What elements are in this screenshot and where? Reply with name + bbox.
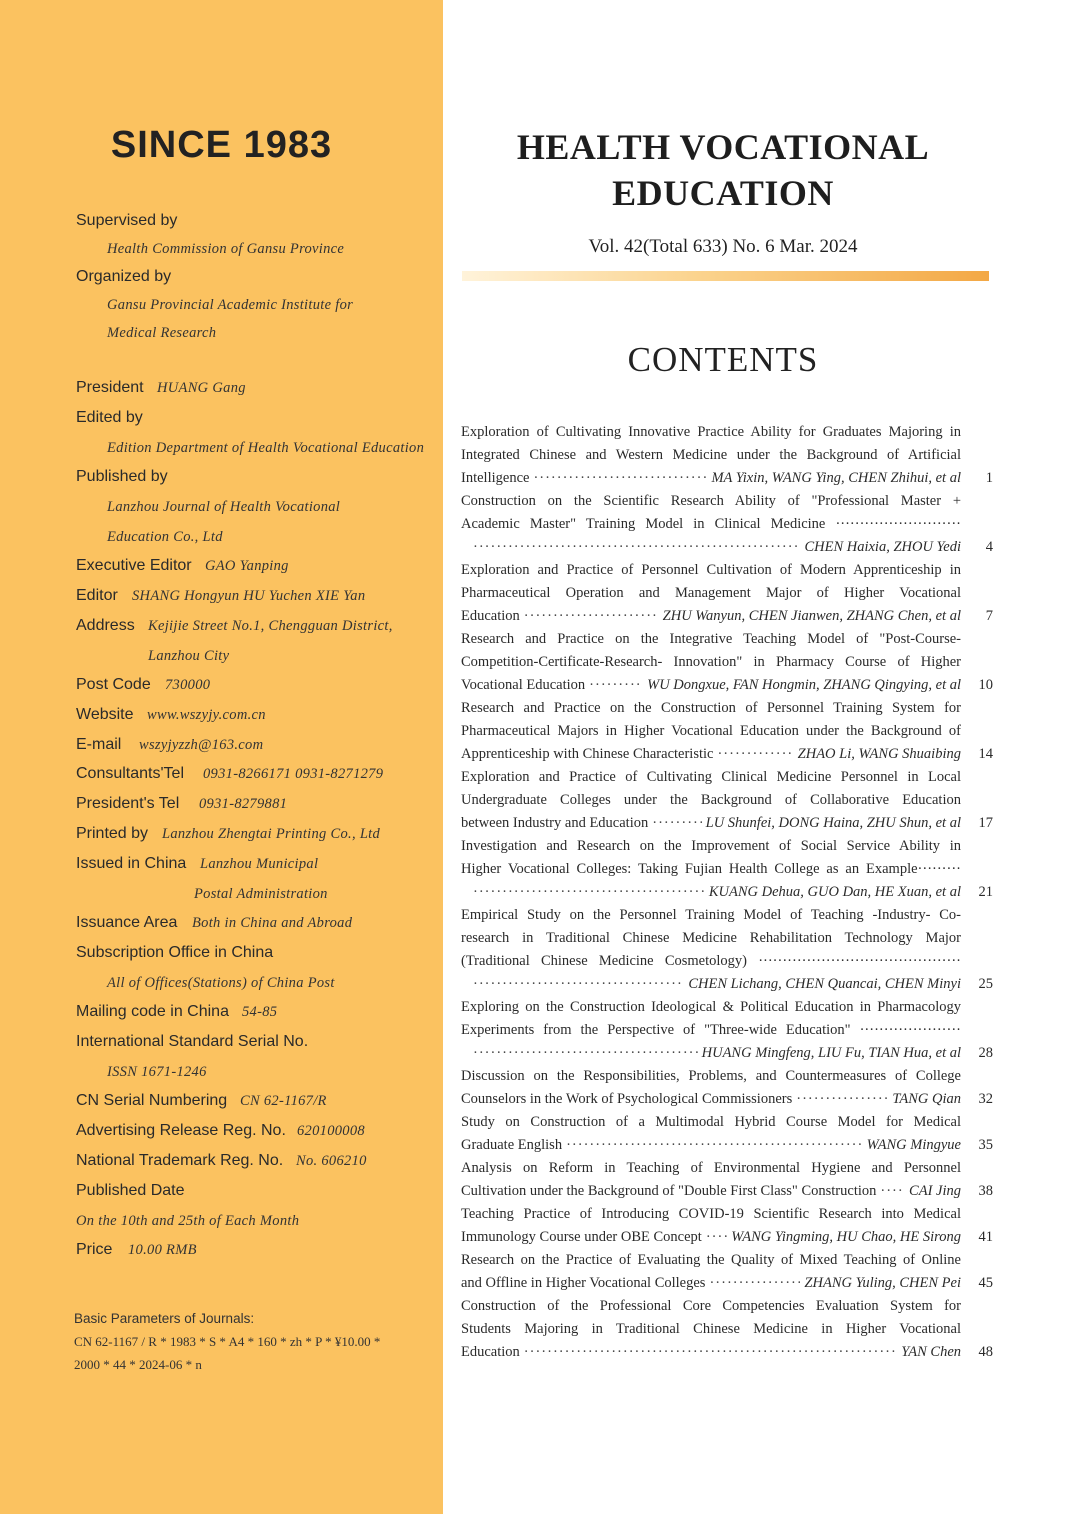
toc-page-number: 38 bbox=[978, 1183, 993, 1199]
field-label: President bbox=[76, 379, 144, 396]
field-value: Postal Administration bbox=[194, 886, 328, 902]
field-label: Advertising Release Reg. No. bbox=[76, 1122, 286, 1139]
toc-title-line: Intelligence bbox=[461, 470, 530, 486]
toc-entry-line bbox=[461, 1134, 961, 1157]
toc-entry-line bbox=[461, 467, 961, 490]
gradient-rule bbox=[462, 271, 989, 281]
toc-page-number: 48 bbox=[978, 1344, 993, 1360]
field-label: Supervised by bbox=[76, 212, 178, 229]
toc-entry-line bbox=[461, 1341, 961, 1364]
toc-authors: CAI Jing bbox=[909, 1183, 961, 1199]
leader-dots bbox=[709, 1272, 800, 1295]
leader-dots bbox=[473, 881, 705, 904]
toc-page-number: 35 bbox=[978, 1137, 993, 1153]
field-label: International Standard Serial No. bbox=[76, 1033, 309, 1050]
field-value: wszyjyzzh@163.com bbox=[139, 737, 264, 753]
toc-title-line: and Offline in Higher Vocational Colleges bbox=[461, 1275, 706, 1291]
field-label: Website bbox=[76, 706, 134, 723]
basic-parameters-line: CN 62-1167 / R * 1983 * S * A4 * 160 * zh * P * ¥10.00 * bbox=[74, 1334, 381, 1349]
field-value: Both in China and Abroad bbox=[192, 915, 353, 931]
field-value: All of Offices(Stations) of China Post bbox=[107, 975, 335, 991]
field-value: On the 10th and 25th of Each Month bbox=[76, 1213, 300, 1229]
toc-page-number: 4 bbox=[985, 539, 993, 555]
leader-dots bbox=[473, 973, 684, 996]
journal-title-line: EDUCATION bbox=[612, 173, 834, 213]
toc-title-line: Higher Vocational Colleges: Taking Fujian Health College as an Example········· bbox=[461, 861, 961, 877]
toc-authors: LU Shunfei, DONG Haina, ZHU Shun, et al bbox=[705, 815, 961, 831]
field-value: ISSN 1671-1246 bbox=[107, 1064, 207, 1080]
toc-title-line: Research on the Practice of Evaluating the Quality of Mixed Teaching of Online bbox=[461, 1252, 961, 1268]
toc-entry-line bbox=[461, 812, 961, 835]
toc-page-number: 45 bbox=[978, 1275, 993, 1291]
field-value: 730000 bbox=[165, 677, 211, 693]
leader-dots bbox=[652, 812, 701, 835]
toc-authors: WANG Mingyue bbox=[866, 1137, 961, 1153]
toc-page-number: 41 bbox=[978, 1229, 993, 1245]
toc-entry-line bbox=[461, 1272, 961, 1295]
field-label: Issuance Area bbox=[76, 914, 178, 931]
toc-authors: ZHAO Li, WANG Shuaibing bbox=[797, 746, 961, 762]
leader-dots bbox=[524, 1341, 897, 1364]
toc-title-line: Research and Practice on the Integrative Teaching Model of "Post-Course- bbox=[461, 631, 961, 647]
field-value: Medical Research bbox=[107, 325, 217, 341]
field-value: Lanzhou Journal of Health Vocational bbox=[107, 499, 341, 515]
toc-authors: CHEN Haixia, ZHOU Yedi bbox=[804, 539, 961, 555]
volume-info: Vol. 42(Total 633) No. 6 Mar. 2024 bbox=[588, 236, 858, 257]
toc-title-line: Study on Construction of a Multimodal Hybrid Course Model for Medical bbox=[461, 1114, 961, 1130]
toc-entry-line bbox=[461, 881, 961, 904]
field-label: CN Serial Numbering bbox=[76, 1092, 228, 1109]
field-label: Executive Editor bbox=[76, 557, 192, 574]
field-value: Gansu Provincial Academic Institute for bbox=[107, 297, 354, 313]
toc-title-line: Research and Practice on the Construction of Personnel Training System for bbox=[461, 700, 961, 716]
field-value: 0931-8266171 0931-8271279 bbox=[203, 766, 384, 782]
leader-dots bbox=[717, 743, 793, 766]
toc-title-line: Pharmaceutical Majors in Higher Vocational Education under the Background of bbox=[461, 723, 961, 739]
field-value: Lanzhou City bbox=[148, 648, 230, 664]
basic-parameters-line: 2000 * 44 * 2024-06 * n bbox=[74, 1357, 202, 1372]
toc-title-line: Teaching Practice of Introducing COVID-19 Scientific Research into Medical bbox=[461, 1206, 961, 1222]
field-label: Issued in China bbox=[76, 855, 187, 872]
leader-dots bbox=[589, 674, 643, 697]
toc-entry-line bbox=[461, 1088, 961, 1111]
toc-page-number: 14 bbox=[978, 746, 993, 762]
field-value: Kejijie Street No.1, Chengguan District, bbox=[148, 618, 393, 634]
toc-entry-line bbox=[461, 1180, 961, 1203]
toc-title-line: Exploration and Practice of Personnel Cultivation of Modern Apprenticeship in bbox=[461, 562, 961, 578]
field-value: GAO Yanping bbox=[205, 558, 289, 574]
field-label: Organized by bbox=[76, 268, 172, 285]
field-label: Mailing code in China bbox=[76, 1003, 229, 1020]
field-value: Lanzhou Municipal bbox=[200, 856, 319, 872]
toc-authors: WU Dongxue, FAN Hongmin, ZHANG Qingying, et al bbox=[647, 677, 961, 693]
leader-dots bbox=[566, 1134, 863, 1157]
leader-dots bbox=[706, 1226, 727, 1249]
toc-entry-line bbox=[461, 1042, 961, 1065]
field-value: www.wszyjy.com.cn bbox=[147, 707, 266, 723]
toc-authors: CHEN Lichang, CHEN Quancai, CHEN Minyi bbox=[688, 976, 961, 992]
toc-title-line: Construction on the Scientific Research Ability of "Professional Master + bbox=[461, 493, 961, 509]
toc-authors: HUANG Mingfeng, LIU Fu, TIAN Hua, et al bbox=[701, 1045, 961, 1061]
toc-title-line: Exploring on the Construction Ideological & Political Education in Pharmacology bbox=[461, 999, 961, 1015]
toc-authors: YAN Chen bbox=[901, 1344, 961, 1360]
field-label: Editor bbox=[76, 587, 118, 604]
toc-page-number: 17 bbox=[978, 815, 993, 831]
toc-authors: KUANG Dehua, GUO Dan, HE Xuan, et al bbox=[708, 884, 961, 900]
leader-dots bbox=[473, 536, 800, 559]
field-value: 54-85 bbox=[242, 1004, 278, 1020]
field-value: Lanzhou Zhengtai Printing Co., Ltd bbox=[162, 826, 381, 842]
toc-title-line: Investigation and Research on the Improvement of Social Service Ability in bbox=[461, 838, 961, 854]
toc-title-line: Immunology Course under OBE Concept bbox=[461, 1229, 702, 1245]
field-label: Printed by bbox=[76, 825, 149, 842]
field-value: 10.00 RMB bbox=[128, 1242, 197, 1258]
toc-title-line: Apprenticeship with Chinese Characteristic bbox=[461, 746, 714, 762]
toc-title-line: Competition-Certificate-Research- Innovation" in Pharmacy Course of Higher bbox=[461, 654, 961, 670]
toc-title-line: Academic Master" Training Model in Clinical Medicine ·························· bbox=[461, 516, 961, 532]
toc-entry-line bbox=[461, 743, 961, 766]
toc-entry-line bbox=[461, 674, 961, 697]
toc-title-line: Integrated Chinese and Western Medicine under the Background of Artificial bbox=[461, 447, 961, 463]
field-label: Subscription Office in China bbox=[76, 944, 274, 961]
toc-title-line: Exploration and Practice of Cultivating Clinical Medicine Personnel in Local bbox=[461, 769, 961, 785]
toc-page-number: 10 bbox=[978, 677, 993, 693]
journal-title-line: HEALTH VOCATIONAL bbox=[516, 127, 930, 167]
toc-entry-line bbox=[461, 1226, 961, 1249]
leader-dots bbox=[533, 467, 707, 490]
since-heading: SINCE 1983 bbox=[110, 124, 333, 166]
toc-title-line: between Industry and Education bbox=[461, 815, 649, 831]
toc-title-line: Undergraduate Colleges under the Background of Collaborative Education bbox=[461, 792, 961, 808]
field-label: Address bbox=[76, 617, 135, 634]
toc-authors: WANG Yingming, HU Chao, HE Sirong bbox=[731, 1229, 961, 1245]
toc-title-line: Experiments from the Perspective of "Three-wide Education" ····················· bbox=[461, 1022, 961, 1038]
toc-page-number: 32 bbox=[978, 1091, 993, 1107]
field-value: 620100008 bbox=[297, 1123, 365, 1139]
toc-page-number: 28 bbox=[978, 1045, 993, 1061]
toc-title-line: Discussion on the Responsibilities, Problems, and Countermeasures of College bbox=[461, 1068, 961, 1084]
contents-heading: CONTENTS bbox=[627, 340, 819, 379]
field-label: Price bbox=[76, 1241, 113, 1258]
field-value: HUANG Gang bbox=[157, 380, 246, 396]
toc-authors: ZHU Wanyun, CHEN Jianwen, ZHANG Chen, et al bbox=[662, 608, 961, 624]
toc-title-line: Education bbox=[461, 1344, 520, 1360]
toc-title-line: Cultivation under the Background of "Double First Class" Construction bbox=[461, 1183, 877, 1199]
toc-title-line: Counselors in the Work of Psychological Commissioners bbox=[461, 1091, 793, 1107]
field-label: Edited by bbox=[76, 409, 143, 426]
toc-title-line: Vocational Education bbox=[461, 677, 586, 693]
field-value: Education Co., Ltd bbox=[107, 529, 223, 545]
toc-page-number: 21 bbox=[978, 884, 993, 900]
toc-entry-line bbox=[461, 536, 961, 559]
field-label: Post Code bbox=[76, 676, 151, 693]
field-label: President's Tel bbox=[76, 795, 180, 812]
field-value: Edition Department of Health Vocational Education bbox=[107, 440, 425, 456]
toc-title-line: research in Traditional Chinese Medicine Rehabilitation Technology Major bbox=[461, 930, 961, 946]
toc-authors: ZHANG Yuling, CHEN Pei bbox=[804, 1275, 961, 1291]
toc-authors: MA Yixin, WANG Ying, CHEN Zhihui, et al bbox=[711, 470, 961, 486]
leader-dots bbox=[524, 605, 659, 628]
toc-entry-line bbox=[461, 605, 961, 628]
toc-title-line: Construction of the Professional Core Competencies Evaluation System for bbox=[461, 1298, 961, 1314]
toc-title-line: Students Majoring in Traditional Chinese Medicine in Higher Vocational bbox=[461, 1321, 961, 1337]
toc-entry-line bbox=[461, 973, 961, 996]
masthead-panel bbox=[0, 0, 443, 1514]
toc-authors: TANG Qian bbox=[892, 1091, 961, 1107]
toc-title-line: Graduate English bbox=[461, 1137, 563, 1153]
toc-page-number: 25 bbox=[978, 976, 993, 992]
field-label: Published Date bbox=[76, 1182, 185, 1199]
field-label: E-mail bbox=[76, 736, 122, 753]
toc-page-number: 1 bbox=[985, 470, 993, 486]
field-label: Consultants'Tel bbox=[76, 765, 184, 782]
field-value: 0931-8279881 bbox=[199, 796, 288, 812]
leader-dots bbox=[880, 1180, 905, 1203]
toc-title-line: Analysis on Reform in Teaching of Environmental Hygiene and Personnel bbox=[461, 1160, 961, 1176]
journal-title bbox=[460, 124, 986, 216]
field-value: Health Commission of Gansu Province bbox=[107, 241, 345, 257]
field-value: No. 606210 bbox=[296, 1153, 367, 1169]
field-value: SHANG Hongyun HU Yuchen XIE Yan bbox=[132, 588, 366, 604]
toc-title-line: Pharmaceutical Operation and Management Major of Higher Vocational bbox=[461, 585, 961, 601]
leader-dots bbox=[796, 1088, 888, 1111]
toc-title-line: Education bbox=[461, 608, 520, 624]
toc-title-line: Exploration of Cultivating Innovative Practice Ability for Graduates Majoring in bbox=[461, 424, 961, 440]
field-label: National Trademark Reg. No. bbox=[76, 1152, 284, 1169]
field-value: CN 62-1167/R bbox=[240, 1093, 327, 1109]
field-label: Published by bbox=[76, 468, 168, 485]
toc-title-line: Empirical Study on the Personnel Training Model of Teaching -Industry- Co- bbox=[461, 907, 961, 923]
toc-page-number: 7 bbox=[985, 608, 993, 624]
toc-title-line: (Traditional Chinese Medicine Cosmetology) ·········································· bbox=[461, 953, 961, 969]
leader-dots bbox=[473, 1042, 698, 1065]
basic-parameters-title: Basic Parameters of Journals: bbox=[74, 1311, 255, 1326]
